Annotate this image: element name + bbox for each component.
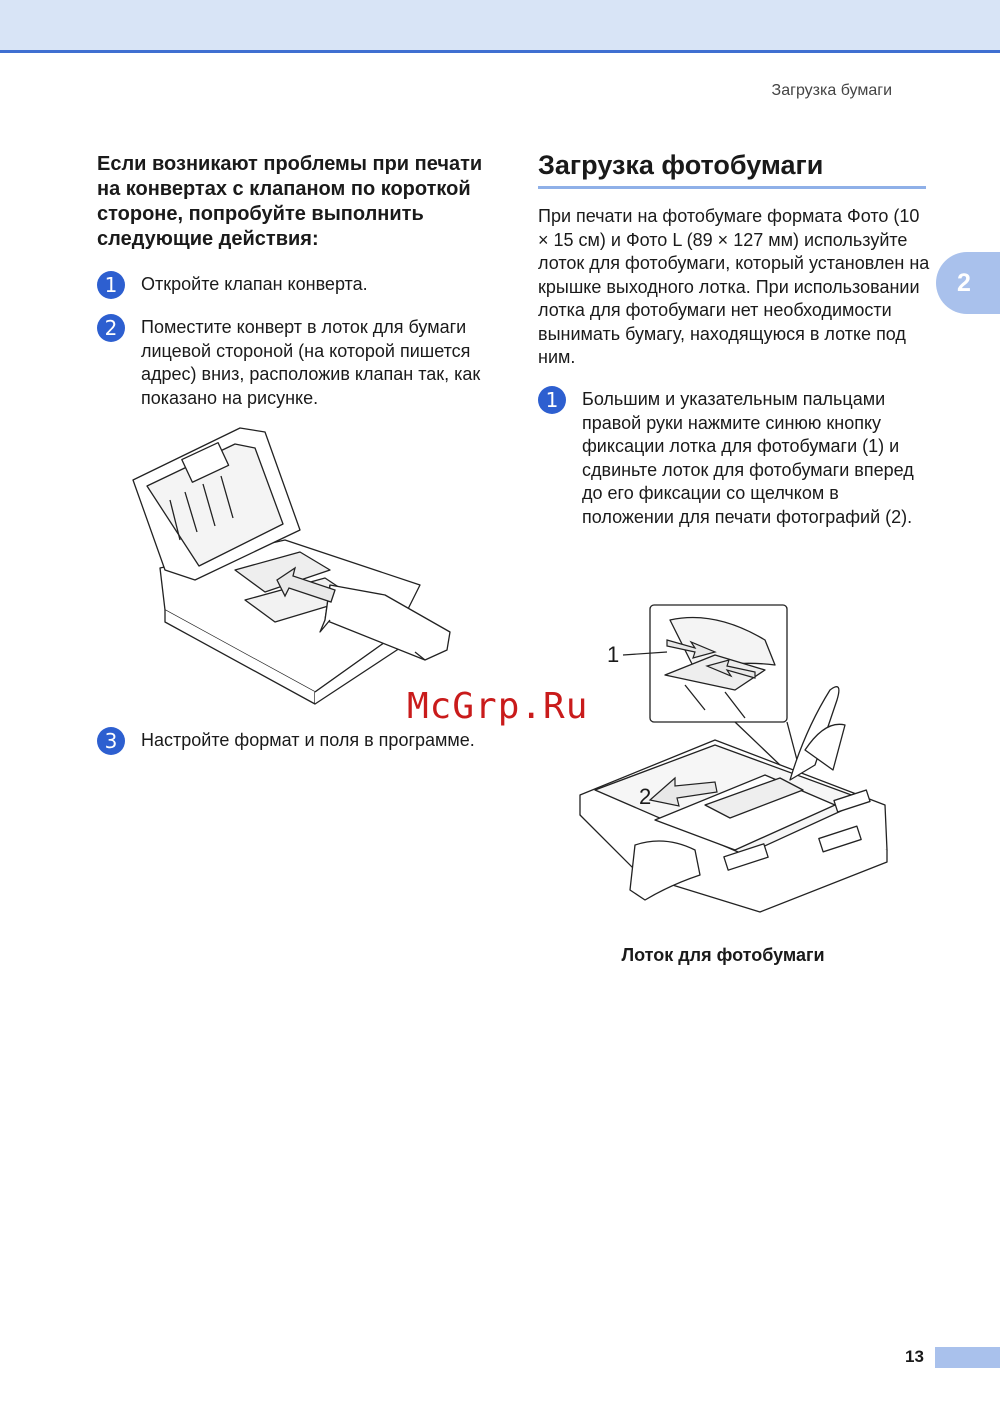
left-step-1	[97, 273, 497, 297]
figure-label-2: 2	[639, 784, 652, 809]
left-step-3	[97, 729, 497, 753]
envelope-tray-illustration	[125, 420, 465, 710]
figure-label-1: 1	[607, 642, 620, 667]
section-body: При печати на фотобумаге формата Фото (10 × 15 см) и Фото L (89 × 127 мм) используйте лоток для фотобумаги, который установлен на крышке выходного лотка. При использовании лотка для фотобумаги нет необходимости вынимать бумагу, находящуюся в лотке под ним.	[538, 206, 930, 367]
page-number: 13	[905, 1347, 924, 1366]
photo-tray-illustration	[575, 600, 905, 940]
top-header-band	[0, 0, 1000, 53]
title-underline	[538, 186, 926, 189]
page-tab	[935, 1347, 1000, 1368]
step-number-badge: 1	[538, 386, 566, 414]
step-text: Откройте клапан конверта.	[141, 274, 368, 294]
step-number-badge: 2	[97, 314, 125, 342]
step-text: Большим и указательным пальцами правой руки нажмите синюю кнопку фиксации лотка для фотобумаги (1) и сдвиньте лоток для фотобумаги вперед до его фиксации со щелчком в положении для печати фотографий (2).	[582, 389, 914, 527]
intro-heading: Если возникают проблемы при печати на конвертах с клапаном по короткой стороне, попробуйте выполнить следующие действия:	[97, 153, 483, 250]
right-step-1	[538, 388, 933, 529]
running-header: Загрузка бумаги	[771, 82, 892, 99]
step-text: Настройте формат и поля в программе.	[141, 730, 475, 750]
left-step-2	[97, 316, 497, 410]
chapter-tab[interactable]: 2	[936, 252, 1000, 314]
step-number-badge: 3	[97, 727, 125, 755]
section-title: Загрузка фотобумаги	[538, 150, 824, 180]
step-number-badge: 1	[97, 271, 125, 299]
right-section-header	[538, 150, 928, 187]
left-intro	[97, 152, 497, 252]
step-text: Поместите конверт в лоток для бумаги лицевой стороной (на которой пишется адрес) вниз, расположив клапан так, как показано на рисунке.	[141, 317, 481, 408]
figure-caption: Лоток для фотобумаги	[621, 945, 825, 965]
watermark: McGrp.Ru	[407, 686, 589, 727]
